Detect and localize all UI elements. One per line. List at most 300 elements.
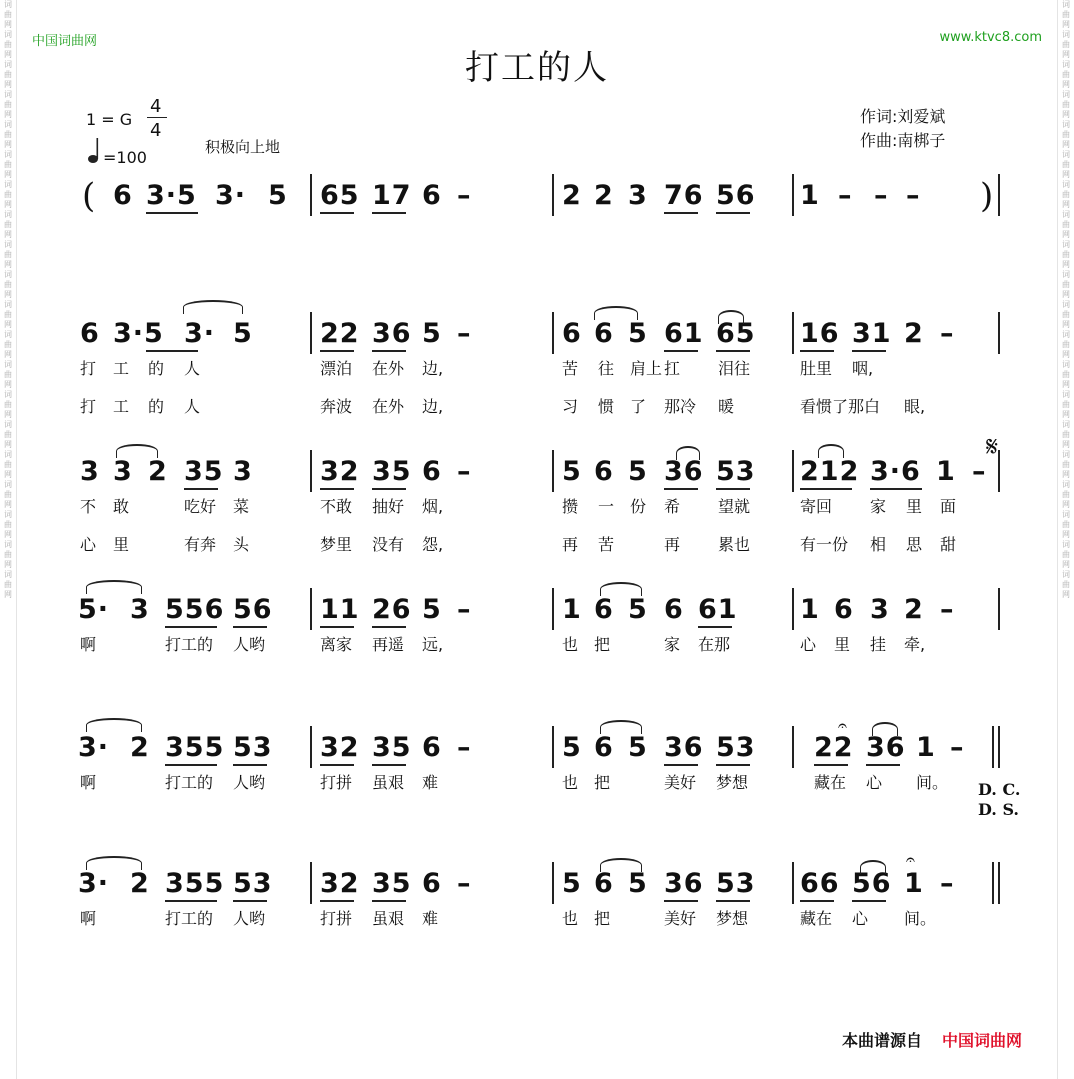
beam xyxy=(233,764,267,766)
lyric: 菜 xyxy=(233,497,250,516)
note: 2 xyxy=(130,732,150,763)
note: 61 xyxy=(698,594,738,625)
lyric: 里 xyxy=(906,497,923,516)
note: 3· xyxy=(78,868,110,899)
lyric: 肚里 xyxy=(800,359,833,378)
lyric: 打工的 xyxy=(165,773,214,792)
note: 36 xyxy=(664,456,704,487)
repeat-mark: D. C. xyxy=(978,780,1021,799)
note: – xyxy=(838,180,853,211)
barline xyxy=(792,588,794,630)
lyric: 有一份 xyxy=(800,535,849,554)
side-watermark-left: 词 曲 网 词 曲 网 词 曲 网 词 曲 网 词 曲 网 词 曲 网 词 曲 网 词 曲 网 词 曲 网 词 曲 网 词 曲 网 词 曲 网 词 曲 网 词 曲 网 词 曲 网 词 曲 网 词 曲 网 词 曲 网 词 曲 网 词 曲 网 xyxy=(0,0,17,1079)
lyric: 希 xyxy=(664,497,681,516)
note: 5 xyxy=(233,318,253,349)
lyric: 美好 xyxy=(664,773,697,792)
note: 56 xyxy=(852,868,892,899)
beam xyxy=(146,212,198,214)
source-label: 本曲谱源自 xyxy=(842,1031,923,1050)
barline xyxy=(792,174,794,216)
lyric: 累也 xyxy=(718,535,751,554)
note: 36 xyxy=(866,732,906,763)
lyric: 眼, xyxy=(904,397,926,416)
lyric: 里 xyxy=(113,535,130,554)
beam xyxy=(320,764,354,766)
lyric: 在外 xyxy=(372,397,405,416)
barline xyxy=(310,450,312,492)
expression-marking: 积极向上地 xyxy=(205,138,281,156)
lyric: 梦想 xyxy=(716,773,749,792)
note: 6 xyxy=(594,456,614,487)
beam xyxy=(852,350,886,352)
lyric: 啊 xyxy=(80,909,97,928)
lyric: 漂泊 xyxy=(320,359,353,378)
lyric: 望就 xyxy=(718,497,751,516)
beam xyxy=(146,350,198,352)
lyric: 心 xyxy=(866,773,883,792)
barline xyxy=(310,862,312,904)
note: 32 xyxy=(320,456,360,487)
lyric: 惯 xyxy=(598,397,615,416)
lyric: 啊 xyxy=(80,773,97,792)
lyric: 苦 xyxy=(598,535,615,554)
lyric: 打工的 xyxy=(165,909,214,928)
note: – xyxy=(874,180,889,211)
lyric: 间。 xyxy=(916,773,949,792)
beam xyxy=(372,900,406,902)
note: 56 xyxy=(716,180,756,211)
lyric: 间。 xyxy=(904,909,937,928)
lyric: 暖 xyxy=(718,397,735,416)
note: 6 xyxy=(562,318,582,349)
beam xyxy=(716,488,750,490)
barline xyxy=(310,726,312,768)
barline-end xyxy=(998,450,1000,492)
beam xyxy=(165,626,217,628)
beam xyxy=(165,764,217,766)
lyric: 抽好 xyxy=(372,497,405,516)
barline xyxy=(552,862,554,904)
site-name-left[interactable]: 中国词曲网 xyxy=(32,34,98,49)
lyric: 怨, xyxy=(422,535,444,554)
lyric: 心 xyxy=(80,535,97,554)
beam xyxy=(664,212,698,214)
slur xyxy=(718,310,744,324)
note: 1 xyxy=(562,594,582,625)
lyric: 也 xyxy=(562,773,579,792)
note: – xyxy=(940,318,955,349)
lyric: 打 xyxy=(80,397,97,416)
lyric: 也 xyxy=(562,635,579,654)
beam xyxy=(716,212,750,214)
time-sig-bottom: 4 xyxy=(150,120,162,141)
note: 1 xyxy=(916,732,936,763)
note: 6 xyxy=(422,868,442,899)
lyric: 人 xyxy=(184,359,201,378)
lyric: 思 xyxy=(906,535,923,554)
barline-final xyxy=(992,726,994,768)
repeat-open-paren: ( xyxy=(82,176,96,216)
repeat-close-paren: ) xyxy=(980,176,994,216)
note: 3 xyxy=(233,456,253,487)
beam xyxy=(852,900,886,902)
song-title: 打工的人 xyxy=(465,48,609,88)
beam xyxy=(233,626,267,628)
note: – xyxy=(457,732,472,763)
lyric: 吃好 xyxy=(184,497,217,516)
note: 53 xyxy=(233,732,273,763)
lyric: 人哟 xyxy=(233,773,266,792)
note: – xyxy=(457,456,472,487)
side-watermark-right: 词 曲 网 词 曲 网 词 曲 网 词 曲 网 词 曲 网 词 曲 网 词 曲 网 词 曲 网 词 曲 网 词 曲 网 词 曲 网 词 曲 网 词 曲 网 词 曲 网 词 曲 网 词 曲 网 词 曲 网 词 曲 网 词 曲 网 词 曲 网 xyxy=(1057,0,1074,1079)
note: 2 xyxy=(594,180,614,211)
barline-end xyxy=(998,312,1000,354)
lyric: 打工的 xyxy=(165,635,214,654)
lyric: 份 xyxy=(630,497,647,516)
note: 61 xyxy=(664,318,704,349)
lyric: 的 xyxy=(148,397,165,416)
lyric: 把 xyxy=(594,773,611,792)
slur xyxy=(183,300,243,314)
barline-end xyxy=(998,174,1000,216)
tempo-marking: =100 xyxy=(103,148,147,167)
barline xyxy=(310,312,312,354)
lyric: 离家 xyxy=(320,635,353,654)
note: 5 xyxy=(562,732,582,763)
lyric: 虽艰 xyxy=(372,773,405,792)
lyric: 牵, xyxy=(904,635,926,654)
beam xyxy=(320,488,354,490)
lyric: 人 xyxy=(184,397,201,416)
note: 6 xyxy=(594,732,614,763)
lyric: 挂 xyxy=(870,635,887,654)
lyric: 人哟 xyxy=(233,909,266,928)
lyric: 家 xyxy=(664,635,681,654)
lyric: 难 xyxy=(422,909,439,928)
lyric: 不 xyxy=(80,497,97,516)
note: – xyxy=(950,732,965,763)
barline-end xyxy=(998,726,1000,768)
note: 5 xyxy=(422,594,442,625)
note: 66 xyxy=(800,868,840,899)
barline xyxy=(792,862,794,904)
lyric: 面 xyxy=(940,497,957,516)
beam xyxy=(372,764,406,766)
note: 3·5 xyxy=(113,318,164,349)
quarter-note-icon xyxy=(88,138,98,162)
slur xyxy=(86,856,142,870)
note: 3·5 xyxy=(146,180,197,211)
note: 6 xyxy=(834,594,854,625)
lyricist: 作词:刘爱斌 xyxy=(860,107,946,126)
note: 6 xyxy=(594,594,614,625)
repeat-mark: D. S. xyxy=(978,800,1019,819)
beam xyxy=(866,764,900,766)
lyric: 看惯了那白 xyxy=(800,397,881,416)
beam xyxy=(320,212,354,214)
lyric: 也 xyxy=(562,909,579,928)
note: 16 xyxy=(800,318,840,349)
lyric: 藏在 xyxy=(800,909,833,928)
barline xyxy=(552,450,554,492)
composer: 作曲:南梆子 xyxy=(860,131,946,150)
lyric: 工 xyxy=(113,359,130,378)
lyric: 甜 xyxy=(940,535,957,554)
barline xyxy=(310,588,312,630)
note: 1 xyxy=(800,180,820,211)
note: 2 xyxy=(148,456,168,487)
beam xyxy=(716,350,750,352)
beam xyxy=(233,900,267,902)
note: – xyxy=(457,318,472,349)
source-footer xyxy=(842,1028,1022,1051)
note: 355 xyxy=(165,868,225,899)
lyric: 烟, xyxy=(422,497,444,516)
beam xyxy=(320,350,354,352)
beam xyxy=(800,488,852,490)
time-sig-top: 4 xyxy=(150,96,162,117)
note: – xyxy=(457,868,472,899)
lyric: 难 xyxy=(422,773,439,792)
slur xyxy=(116,444,158,458)
beam xyxy=(320,900,354,902)
lyric: 心 xyxy=(800,635,817,654)
lyric: 家 xyxy=(870,497,887,516)
beam xyxy=(800,900,834,902)
note: – xyxy=(972,456,987,487)
note: 3 xyxy=(130,594,150,625)
slur xyxy=(600,720,642,734)
slur xyxy=(600,582,642,596)
note: 3· xyxy=(184,318,216,349)
note: 6 xyxy=(113,180,133,211)
lyric: 扛 xyxy=(664,359,681,378)
lyric: 打拼 xyxy=(320,909,353,928)
beam xyxy=(372,488,406,490)
lyric: 把 xyxy=(594,909,611,928)
note: 2 xyxy=(904,594,924,625)
segno-icon: 𝄋 xyxy=(986,430,999,463)
note: 5· xyxy=(78,594,110,625)
lyric: 苦 xyxy=(562,359,579,378)
fermata-icon: 𝄐 xyxy=(906,850,915,869)
lyric: 相 xyxy=(870,535,887,554)
note: 6 xyxy=(422,180,442,211)
lyric: 心 xyxy=(852,909,869,928)
note: 5 xyxy=(562,868,582,899)
lyric: 美好 xyxy=(664,909,697,928)
beam xyxy=(372,212,406,214)
note: 65 xyxy=(716,318,756,349)
lyric: 攒 xyxy=(562,497,579,516)
site-url-right[interactable]: www.ktvc8.com xyxy=(939,30,1042,45)
lyric: 那冷 xyxy=(664,397,697,416)
note: 32 xyxy=(320,732,360,763)
note: 17 xyxy=(372,180,412,211)
beam xyxy=(664,488,698,490)
note: 11 xyxy=(320,594,360,625)
note: 1 xyxy=(800,594,820,625)
fermata-icon: 𝄐 xyxy=(838,716,847,735)
note: 3· xyxy=(215,180,247,211)
note: 22 xyxy=(814,732,854,763)
beam xyxy=(372,350,406,352)
note: 1 xyxy=(936,456,956,487)
note: 36 xyxy=(372,318,412,349)
note: 53 xyxy=(716,456,756,487)
barline xyxy=(552,312,554,354)
barline xyxy=(310,174,312,216)
lyric: 了 xyxy=(630,397,647,416)
lyric: 头 xyxy=(233,535,250,554)
note: 3·6 xyxy=(870,456,921,487)
note: 6 xyxy=(594,318,614,349)
beam xyxy=(814,764,848,766)
lyric: 在外 xyxy=(372,359,405,378)
note: 35 xyxy=(372,456,412,487)
lyric: 有奔 xyxy=(184,535,217,554)
barline xyxy=(792,312,794,354)
beam xyxy=(372,626,406,628)
note: 36 xyxy=(664,732,704,763)
lyric: 打拼 xyxy=(320,773,353,792)
slur xyxy=(872,722,898,736)
note: 2 xyxy=(562,180,582,211)
lyric: 习 xyxy=(562,397,579,416)
lyric: 奔波 xyxy=(320,397,353,416)
note: 35 xyxy=(372,732,412,763)
note: 2 xyxy=(904,318,924,349)
note: – xyxy=(940,594,955,625)
note: 35 xyxy=(372,868,412,899)
key-signature: 1 = G xyxy=(86,110,133,129)
note: 556 xyxy=(165,594,225,625)
lyric: 人哟 xyxy=(233,635,266,654)
barline-end xyxy=(998,862,1000,904)
beam xyxy=(698,626,732,628)
lyric: 工 xyxy=(113,397,130,416)
slur xyxy=(86,718,142,732)
lyric: 再 xyxy=(664,535,681,554)
barline-final xyxy=(992,862,994,904)
note: 65 xyxy=(320,180,360,211)
barline xyxy=(792,726,794,768)
source-brand[interactable]: 中国词曲网 xyxy=(942,1031,1023,1050)
note: – xyxy=(457,594,472,625)
lyric: 敢 xyxy=(113,497,130,516)
slur xyxy=(860,860,886,874)
note: 53 xyxy=(233,868,273,899)
barline xyxy=(552,726,554,768)
beam xyxy=(320,626,354,628)
lyric: 远, xyxy=(422,635,444,654)
note: 3· xyxy=(78,732,110,763)
lyric: 里 xyxy=(834,635,851,654)
note: 32 xyxy=(320,868,360,899)
note: 5 xyxy=(422,318,442,349)
note: 5 xyxy=(268,180,288,211)
lyric: 啊 xyxy=(80,635,97,654)
note: 6 xyxy=(422,732,442,763)
lyric: 藏在 xyxy=(814,773,847,792)
slur xyxy=(594,306,638,320)
beam xyxy=(716,764,750,766)
lyric: 再 xyxy=(562,535,579,554)
lyric: 的 xyxy=(148,359,165,378)
lyric: 肩上 xyxy=(630,359,663,378)
note: – xyxy=(940,868,955,899)
note: – xyxy=(457,180,472,211)
note: 5 xyxy=(562,456,582,487)
beam xyxy=(664,350,698,352)
lyric: 边, xyxy=(422,359,444,378)
note: 3 xyxy=(113,456,133,487)
barline-end xyxy=(998,588,1000,630)
note: 5 xyxy=(628,732,648,763)
lyric: 寄回 xyxy=(800,497,833,516)
lyric: 打 xyxy=(80,359,97,378)
barline xyxy=(552,174,554,216)
note: 5 xyxy=(628,318,648,349)
lyric: 咽, xyxy=(852,359,874,378)
note: – xyxy=(906,180,921,211)
note: 56 xyxy=(233,594,273,625)
slur xyxy=(600,858,642,872)
note: 6 xyxy=(594,868,614,899)
note: 36 xyxy=(664,868,704,899)
beam xyxy=(664,764,698,766)
lyric: 往 xyxy=(598,359,615,378)
note: 76 xyxy=(664,180,704,211)
slur xyxy=(676,446,700,460)
lyric: 把 xyxy=(594,635,611,654)
barline xyxy=(792,450,794,492)
note: 3 xyxy=(628,180,648,211)
lyric: 梦想 xyxy=(716,909,749,928)
beam xyxy=(664,900,698,902)
beam xyxy=(716,900,750,902)
note: 26 xyxy=(372,594,412,625)
note: 6 xyxy=(422,456,442,487)
note: 5 xyxy=(628,456,648,487)
lyric: 不敢 xyxy=(320,497,353,516)
barline xyxy=(552,588,554,630)
note: 6 xyxy=(664,594,684,625)
slur xyxy=(86,580,142,594)
note: 22 xyxy=(320,318,360,349)
note: 212 xyxy=(800,456,860,487)
lyric: 虽艰 xyxy=(372,909,405,928)
note: 3 xyxy=(870,594,890,625)
note: 31 xyxy=(852,318,892,349)
beam xyxy=(165,900,217,902)
note: 53 xyxy=(716,868,756,899)
lyric: 在那 xyxy=(698,635,731,654)
note: 3 xyxy=(80,456,100,487)
beam xyxy=(870,488,922,490)
lyric: 泪往 xyxy=(718,359,751,378)
note: 2 xyxy=(130,868,150,899)
lyric: 一 xyxy=(598,497,615,516)
time-sig-line xyxy=(147,117,167,118)
beam xyxy=(800,350,834,352)
note: 5 xyxy=(628,868,648,899)
note: 1 xyxy=(904,868,924,899)
slur xyxy=(818,444,844,458)
note: 6 xyxy=(80,318,100,349)
beam xyxy=(184,488,218,490)
lyric: 梦里 xyxy=(320,535,353,554)
